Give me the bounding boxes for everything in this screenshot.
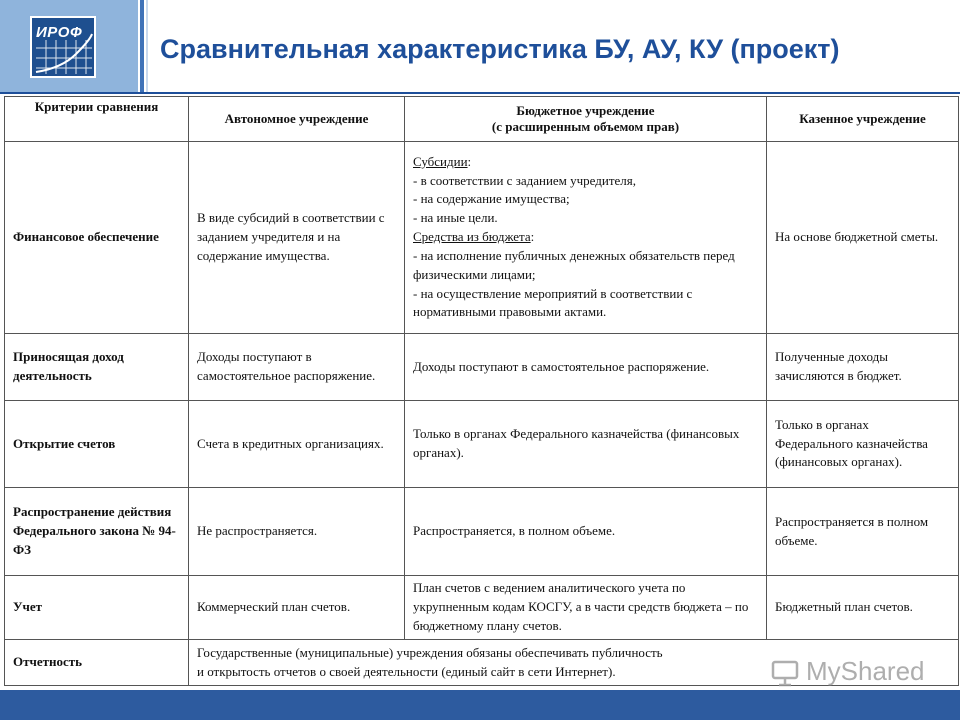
- criteria-finance: Финансовое обеспечение: [5, 142, 189, 334]
- header-budget-line1: Бюджетное учреждение: [516, 102, 655, 118]
- reporting-line1: Государственные (муниципальные) учреждения обязаны обеспечивать публичность: [197, 644, 663, 660]
- header-criteria: Критерии сравнения: [5, 97, 189, 142]
- criteria-income: Приносящая доход деятельность: [5, 334, 189, 401]
- cell-income-bu: Доходы поступают в самостоятельное распоряжение.: [405, 334, 767, 401]
- criteria-law: Распространение действия Федерального закона № 94-ФЗ: [5, 488, 189, 576]
- footer-bar: [0, 690, 960, 720]
- table-row-income: [5, 334, 959, 401]
- presentation-icon: [770, 658, 800, 688]
- header-autonomous: [189, 97, 405, 142]
- cell-income-au: Доходы поступают в самостоятельное распоряжение.: [189, 334, 405, 401]
- cell-finance-bu: [405, 142, 767, 334]
- bu-subsidies-heading: Субсидии:: [413, 153, 472, 169]
- criteria-reporting: Отчетность: [5, 640, 189, 686]
- criteria-accounts: Открытие счетов: [5, 401, 189, 488]
- cell-income-ku: Полученные доходы зачисляются в бюджет.: [767, 334, 959, 401]
- header-divider: [0, 92, 960, 94]
- table-row-accounting: [5, 576, 959, 640]
- cell-accounting-ku: Бюджетный план счетов.: [767, 576, 959, 640]
- header-budget-line2: (с расширенным объемом прав): [491, 119, 680, 134]
- cell-finance-au: В виде субсидий в соответствии с заданием учредителя и на содержание имущества.: [189, 142, 405, 334]
- bu-budget-heading: Средства из бюджета:: [413, 229, 535, 245]
- cell-accounting-bu: План счетов с ведением аналитического учета по укрупненным кодам КОСГУ, а в части средств бюджета – по бюджетному плану счетов.: [405, 576, 767, 640]
- header-state: Казенное учреждение: [767, 97, 959, 142]
- bu-subsidies-item: - на содержание имущества;: [413, 191, 570, 207]
- bu-subsidies-item: - на иные цели.: [413, 210, 498, 226]
- cell-finance-ku: На основе бюджетной сметы.: [767, 142, 959, 334]
- criteria-accounting: Учет: [5, 576, 189, 640]
- logo-text: ИРОФ: [36, 24, 83, 41]
- bu-budget-item: - на осуществление мероприятий в соответствии с нормативными правовыми актами.: [413, 285, 693, 320]
- cell-accounts-ku: Только в органах Федерального казначейства (финансовых органах).: [767, 401, 959, 488]
- cell-accounting-au: Коммерческий план счетов.: [189, 576, 405, 640]
- header-stripe-light: [146, 0, 148, 92]
- cell-accounts-bu: Только в органах Федерального казначейства (финансовых органах).: [405, 401, 767, 488]
- cell-law-bu: Распространяется, в полном объеме.: [405, 488, 767, 576]
- cell-law-ku: Распространяется в полном объеме.: [767, 488, 959, 576]
- bu-subsidies-item: - в соответствии с заданием учредителя,: [413, 172, 637, 188]
- irof-logo: [30, 16, 96, 78]
- cell-accounts-au: Счета в кредитных организациях.: [189, 401, 405, 488]
- table-header-row: [5, 97, 959, 142]
- page-title: Сравнительная характеристика БУ, АУ, КУ (проект): [160, 34, 840, 64]
- header-budget: [405, 97, 767, 142]
- bu-budget-item: - на исполнение публичных денежных обязательств перед физическими лицами;: [413, 247, 735, 282]
- table-row-finance: [5, 142, 959, 334]
- table-row-law: [5, 488, 959, 576]
- comparison-table: [4, 96, 959, 686]
- header-stripe: [140, 0, 144, 92]
- cell-law-au: Не распространяется.: [189, 488, 405, 576]
- table-row-accounts: [5, 401, 959, 488]
- watermark-text: MyShared: [806, 656, 925, 686]
- header-autonomous-label: Автономное учреждение: [224, 110, 369, 126]
- reporting-line2: и открытость отчетов о своей деятельности (единый сайт в сети Интернет).: [197, 663, 616, 679]
